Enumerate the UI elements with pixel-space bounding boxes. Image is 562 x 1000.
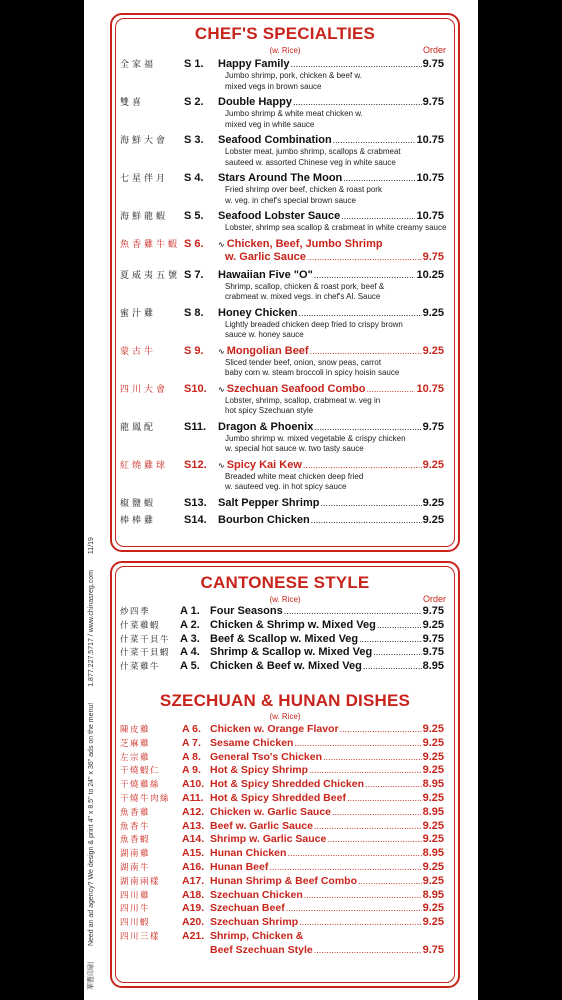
item-code: S 3. (184, 134, 204, 146)
item-name: Sesame Chicken (210, 736, 294, 749)
item-description: Lightly breaded chicken deep fried to crispy brown (225, 319, 403, 329)
item-name: Chicken w. Orange Flavor (210, 723, 339, 735)
chinese-name: 龍鳳配 (120, 422, 157, 433)
leader-dots (314, 945, 422, 955)
item-code: A20. (182, 916, 205, 929)
item-price: 9.75 (422, 58, 444, 70)
item-name: Salt Pepper Shrimp (218, 496, 320, 509)
item-description: w. veg. in chef's special brown sauce (225, 195, 356, 205)
menu-item (120, 646, 444, 660)
item-name: Hawaiian Five "O" (218, 268, 313, 281)
menu-item (120, 902, 444, 916)
leader-dots (314, 270, 416, 280)
spicy-icon: ∿ (218, 346, 225, 356)
item-price: 9.25 (422, 902, 444, 915)
leader-dots (287, 848, 421, 858)
item-name: Beef w. Garlic Sauce (210, 819, 313, 832)
item-description: w. special hot sauce w. two tasty sauce (225, 444, 364, 453)
order-label: Order (422, 594, 446, 604)
item-name: Chicken w. Garlic Sauce (210, 805, 331, 818)
chinese-name: 四川雞 (120, 890, 151, 901)
menu-item-row (120, 930, 444, 944)
item-code: A18. (182, 888, 205, 901)
item-code: S12. (184, 458, 207, 471)
item-name: Szechuan Chicken (210, 888, 303, 901)
item-name: Spicy Kai Kew (226, 458, 302, 471)
menu-item (120, 792, 444, 806)
item-code: S 2. (184, 96, 204, 108)
menu-item (120, 237, 444, 265)
menu-item (120, 737, 444, 751)
leader-dots (377, 620, 422, 630)
item-code: S14. (184, 513, 207, 526)
item-price: 9.75 (422, 250, 444, 263)
item-description: Lobster, shrimp sea scallop & crabmeat in white creamy sauce (225, 223, 447, 232)
leader-dots (363, 661, 422, 671)
chinese-name: 魚香雞 (120, 807, 151, 818)
chinese-name: 左宗雞 (120, 752, 151, 763)
chinese-name: 陳皮雞 (120, 725, 151, 735)
leader-dots (303, 460, 422, 470)
chinese-name: 魚香蝦 (120, 835, 151, 846)
leader-dots (310, 346, 422, 356)
leader-dots (373, 647, 421, 657)
leader-dots (323, 752, 422, 762)
leader-dots (307, 252, 422, 262)
menu-item (120, 420, 444, 455)
item-code: A12. (182, 805, 205, 818)
leader-dots (309, 765, 422, 775)
item-price: 9.25 (422, 764, 444, 777)
section-title: SZECHUAN & HUNAN DISHES (159, 691, 411, 710)
menu-page (84, 0, 478, 1000)
leader-dots (347, 793, 422, 803)
item-code: S13. (184, 496, 207, 509)
chinese-name: 四川大會 (120, 384, 169, 395)
item-price: 10.75 (416, 134, 444, 146)
item-description: Breaded white meat chicken deep fried (225, 471, 364, 481)
menu-item-row (120, 382, 444, 396)
leader-dots (269, 862, 421, 872)
menu-item-row (120, 209, 444, 223)
menu-item-row (120, 778, 444, 792)
chinese-name: 四川三樣 (120, 931, 161, 942)
leader-dots (294, 738, 421, 748)
spicy-icon: ∿ (218, 384, 225, 394)
chinese-name: 棒棒雞 (120, 515, 157, 526)
menu-item-row (120, 605, 444, 619)
menu-item (120, 930, 444, 958)
item-description: mixed veg in white sauce (225, 119, 315, 129)
item-price: 9.25 (422, 736, 444, 749)
section-subtitle: (w. Rice) (269, 595, 301, 604)
item-price: 10.75 (416, 172, 444, 184)
menu-item (120, 344, 444, 379)
leader-dots (340, 724, 422, 734)
item-code: A10. (182, 778, 205, 791)
item-price: 9.25 (422, 496, 444, 509)
chinese-name: 夏威夷五號 (120, 270, 181, 281)
item-price: 8.95 (422, 778, 444, 791)
menu-item (120, 306, 444, 341)
item-name: Shrimp w. Garlic Sauce (210, 833, 327, 846)
cantonese-list (120, 605, 444, 674)
leader-dots (311, 515, 422, 525)
item-name-cont: w. Garlic Sauce (225, 250, 306, 263)
item-description: Sliced tender beef, onion, snow peas, carrot (225, 357, 382, 367)
leader-dots (314, 422, 421, 432)
item-code: A19. (182, 902, 205, 915)
menu-item-row (120, 237, 444, 251)
leader-dots (358, 876, 422, 886)
leader-dots (304, 890, 422, 900)
item-price: 9.75 (422, 646, 444, 659)
chinese-name: 椒鹽蝦 (120, 498, 157, 509)
chinese-name: 雙喜 (120, 98, 145, 108)
menu-item-row (120, 344, 444, 358)
menu-item-row (120, 251, 444, 265)
menu-item (120, 861, 444, 875)
menu-item (120, 619, 444, 633)
item-price: 9.25 (422, 750, 444, 763)
menu-item-row (120, 458, 444, 472)
chinese-name: 炒四季 (120, 607, 151, 617)
item-code: A 9. (182, 764, 201, 777)
item-price: 8.95 (422, 660, 444, 673)
item-code: S11. (184, 420, 207, 433)
menu-item-row (120, 660, 444, 674)
menu-item (120, 57, 444, 92)
item-name: Seafood Lobster Sauce (218, 210, 341, 222)
item-price: 9.25 (422, 344, 444, 357)
menu-item (120, 820, 444, 834)
item-name: Happy Family (218, 58, 290, 70)
menu-item (120, 133, 444, 168)
chefs-specialties-panel (110, 13, 460, 552)
item-code: S 8. (184, 306, 204, 319)
menu-item-row (120, 57, 444, 71)
item-name: Double Happy (218, 96, 292, 108)
section-subtitle: (w. Rice) (269, 712, 301, 721)
item-description: Lobster, shrimp, scallop, crabmeat w. veg in (225, 395, 381, 405)
item-name: Hunan Shrimp & Beef Combo (210, 874, 358, 887)
menu-item (120, 513, 444, 527)
item-price: 9.25 (422, 458, 444, 471)
item-name: Shrimp & Scallop w. Mixed Veg (210, 646, 373, 659)
item-price: 9.25 (422, 513, 444, 526)
menu-item-row (120, 820, 444, 834)
menu-item-row (120, 806, 444, 820)
item-price: 9.75 (422, 943, 444, 956)
chinese-name: 蜜汁雞 (120, 308, 157, 319)
item-price: 9.25 (422, 916, 444, 929)
leader-dots (314, 821, 422, 831)
menu-item-row (120, 916, 444, 930)
leader-dots (343, 173, 415, 183)
item-price: 9.75 (422, 632, 444, 645)
item-description: Jumbo shrimp & white meat chicken w. (225, 109, 363, 118)
item-description: mixed vegs in brown sauce (225, 81, 322, 91)
menu-item-row (120, 646, 444, 660)
item-name: Chicken & Shrimp w. Mixed Veg (210, 618, 376, 631)
chinese-name: 干燒牛肉絲 (120, 793, 171, 804)
item-name: Hot & Spicy Shredded Beef (210, 791, 346, 804)
item-price: 10.25 (416, 268, 444, 281)
item-code: A11. (182, 791, 204, 804)
item-price: 9.25 (422, 833, 444, 846)
printer-ad-text: Need an ad agency? We design & print 4" x 8.5" to 24" x 36" ads on the menu! (88, 702, 95, 947)
menu-item-row (120, 902, 444, 916)
menu-item (120, 496, 444, 510)
menu-item-row (120, 306, 444, 320)
chinese-name: 什菜雞蝦 (120, 620, 161, 631)
item-description: Shrimp, scallop, chicken & roast pork, beef & (225, 281, 385, 291)
menu-item-row (120, 847, 444, 861)
item-name: Seafood Combination (218, 134, 332, 146)
item-code: A17. (182, 874, 205, 887)
item-name: Stars Around The Moon (218, 172, 343, 184)
item-name: Dragon & Phoenix (218, 420, 314, 433)
leader-dots (291, 59, 422, 69)
menu-item-row (120, 133, 444, 147)
menu-item (120, 875, 444, 889)
item-description: Jumbo shrimp w. mixed vegetable & crispy chicken (225, 433, 406, 443)
leader-dots (366, 384, 415, 394)
leader-dots (320, 498, 421, 508)
item-code: S 5. (184, 210, 204, 222)
section-subtitle: (w. Rice) (269, 46, 301, 55)
item-name: Hunan Beef (210, 860, 269, 873)
chinese-name: 干燒雞絲 (120, 780, 161, 791)
menu-item (120, 833, 444, 847)
menu-item (120, 806, 444, 820)
chinese-name: 芝麻雞 (120, 738, 151, 749)
leader-dots (284, 606, 422, 616)
leader-dots (332, 807, 422, 817)
chinese-name: 七星伴月 (120, 174, 169, 184)
menu-item (120, 764, 444, 778)
item-code: A 5. (180, 660, 200, 673)
menu-item-row (120, 619, 444, 633)
menu-item (120, 605, 444, 619)
leader-dots (298, 308, 421, 318)
order-label: Order (422, 45, 446, 55)
leader-dots (341, 211, 415, 221)
item-price: 8.95 (422, 847, 444, 860)
menu-item-row (120, 633, 444, 647)
menu-item-row (120, 737, 444, 751)
chinese-name: 湖南雞 (120, 849, 151, 860)
menu-item (120, 778, 444, 792)
item-code: A 4. (180, 646, 200, 659)
item-name: Hunan Chicken (210, 847, 287, 860)
printer-contact: 1.877.227.5717 / www.chinasreg.com (88, 570, 95, 687)
item-code: S 4. (184, 172, 204, 184)
item-name: Chicken & Beef w. Mixed Veg (210, 660, 362, 673)
chinese-name: 什菜干貝蝦 (120, 648, 171, 659)
chinese-name: 什菜雞牛 (120, 662, 161, 673)
item-description: sauce w. honey sauce (225, 330, 304, 339)
cantonese-szechuan-panel (110, 561, 460, 988)
item-description: Lobster meat, jumbo shrimp, scallops & crabmeat (225, 147, 401, 156)
menu-item (120, 95, 444, 130)
menu-item-row (120, 420, 444, 434)
menu-item (120, 171, 444, 206)
menu-item (120, 847, 444, 861)
menu-item (120, 751, 444, 765)
menu-item (120, 889, 444, 903)
menu-item-row (120, 861, 444, 875)
menu-item-row (120, 875, 444, 889)
chinese-name: 紅燒雞球 (120, 460, 169, 471)
leader-dots (299, 917, 421, 927)
item-code: S10. (184, 382, 207, 395)
item-price: 10.75 (416, 382, 444, 395)
item-code: A16. (182, 860, 205, 873)
menu-item-row (120, 751, 444, 765)
leader-dots (286, 903, 422, 913)
item-name: Chicken, Beef, Jumbo Shrimp (226, 237, 383, 250)
item-price: 9.75 (422, 605, 444, 617)
spicy-icon: ∿ (218, 239, 225, 249)
item-name: Mongolian Beef (226, 344, 309, 357)
item-price: 9.25 (422, 306, 444, 319)
item-description: sauteed w. assorted Chinese veg in white sauce (225, 157, 396, 167)
item-code: A14. (182, 833, 205, 846)
menu-item-row (120, 496, 444, 510)
chinese-name: 蒙古牛 (120, 346, 157, 357)
printer-credit (86, 510, 96, 990)
item-name: Four Seasons (210, 605, 283, 617)
menu-item (120, 660, 444, 674)
chinese-name: 海鮮大會 (120, 136, 169, 146)
menu-item-row (120, 944, 444, 958)
item-code: A21. (182, 929, 205, 942)
item-description: Jumbo shrimp, pork, chicken & beef w. (225, 71, 362, 80)
item-code: A 2. (180, 618, 200, 631)
item-code: A 6. (182, 723, 201, 735)
item-name: Hot & Spicy Shredded Chicken (210, 778, 365, 791)
item-price: 9.25 (422, 791, 444, 804)
item-code: A 7. (182, 736, 201, 749)
leader-dots (359, 634, 421, 644)
item-name: Szechuan Shrimp (210, 916, 299, 929)
item-code: S 1. (184, 58, 204, 70)
menu-item (120, 209, 447, 234)
item-name: Bourbon Chicken (218, 513, 310, 526)
menu-item-row (120, 833, 444, 847)
item-price: 9.75 (422, 96, 444, 108)
chinese-name: 湖南牛 (120, 862, 151, 873)
section-title: CANTONESE STYLE (200, 573, 370, 592)
item-price: 9.25 (422, 819, 444, 832)
menu-item-row (120, 171, 444, 185)
leader-dots (293, 97, 422, 107)
item-price: 9.25 (422, 618, 444, 631)
item-price: 9.75 (422, 420, 444, 433)
menu-item (120, 916, 444, 930)
item-code: A 1. (180, 605, 200, 617)
item-code: S 6. (184, 237, 204, 250)
chinese-name: 什菜干貝牛 (120, 634, 171, 645)
item-code: S 9. (184, 344, 204, 357)
item-description: crabmeat w. mixed vegs. in chef's Al. Sauce (225, 292, 381, 301)
chinese-name: 四川牛 (120, 904, 151, 915)
menu-item-row (120, 723, 444, 737)
item-name: Szechuan Beef (210, 902, 285, 915)
item-price: 9.25 (422, 860, 444, 873)
item-code: A 8. (182, 750, 201, 763)
menu-item (120, 458, 444, 493)
item-description: baby corn w. steam broccoli in spicy hoisin sauce (225, 368, 400, 377)
menu-item-row (120, 95, 444, 109)
menu-item-row (120, 513, 444, 527)
chinese-name: 海鮮龍蝦 (120, 212, 169, 222)
item-price: 10.75 (416, 210, 444, 222)
chefs-specialties-list (120, 57, 447, 530)
leader-dots (365, 779, 422, 789)
item-description: Fried shrimp over beef, chicken & roast pork (225, 185, 382, 194)
chinese-name: 干燒蝦仁 (120, 766, 161, 777)
chinese-name: 魚香雞牛蝦 (120, 239, 181, 250)
item-name: Beef & Scallop w. Mixed Veg (210, 632, 359, 645)
printer-brand: 華豐印刷 (88, 962, 95, 990)
chinese-name: 魚香牛 (120, 821, 151, 832)
chinese-name: 湖南兩樣 (120, 876, 161, 887)
leader-dots (327, 834, 421, 844)
item-name: Honey Chicken (218, 306, 298, 319)
item-price: 9.25 (422, 874, 444, 887)
menu-item-row (120, 764, 444, 778)
item-code: A15. (182, 847, 205, 860)
item-name: General Tso's Chicken (210, 750, 323, 763)
item-description: hot spicy Szechuan style (225, 406, 314, 415)
item-description: w. sauteed veg. in hot spicy sauce (225, 482, 347, 491)
item-name: Shrimp, Chicken & (210, 929, 304, 942)
section-title: CHEF'S SPECIALTIES (194, 24, 376, 43)
menu-item (120, 723, 444, 737)
item-name: Szechuan Seafood Combo (226, 382, 366, 395)
menu-item (120, 268, 444, 303)
item-code: A 3. (180, 632, 200, 645)
menu-item-row (120, 268, 444, 282)
item-name: Hot & Spicy Shrimp (210, 764, 309, 777)
szechuan-hunan-list (120, 723, 444, 958)
chinese-name: 全家福 (120, 60, 157, 70)
spicy-icon: ∿ (218, 460, 225, 470)
item-price: 8.95 (422, 888, 444, 901)
item-name-cont: Beef Szechuan Style (210, 943, 313, 956)
item-price: 8.95 (422, 805, 444, 818)
chinese-name: 四川蝦 (120, 918, 151, 929)
item-code: A13. (182, 819, 205, 832)
menu-item-row (120, 792, 444, 806)
menu-item (120, 382, 444, 417)
printer-code: 11/19 (88, 537, 95, 555)
leader-dots (333, 135, 416, 145)
item-code: S 7. (184, 268, 204, 281)
menu-item-row (120, 889, 444, 903)
item-price: 9.25 (422, 723, 444, 735)
menu-item (120, 633, 444, 647)
